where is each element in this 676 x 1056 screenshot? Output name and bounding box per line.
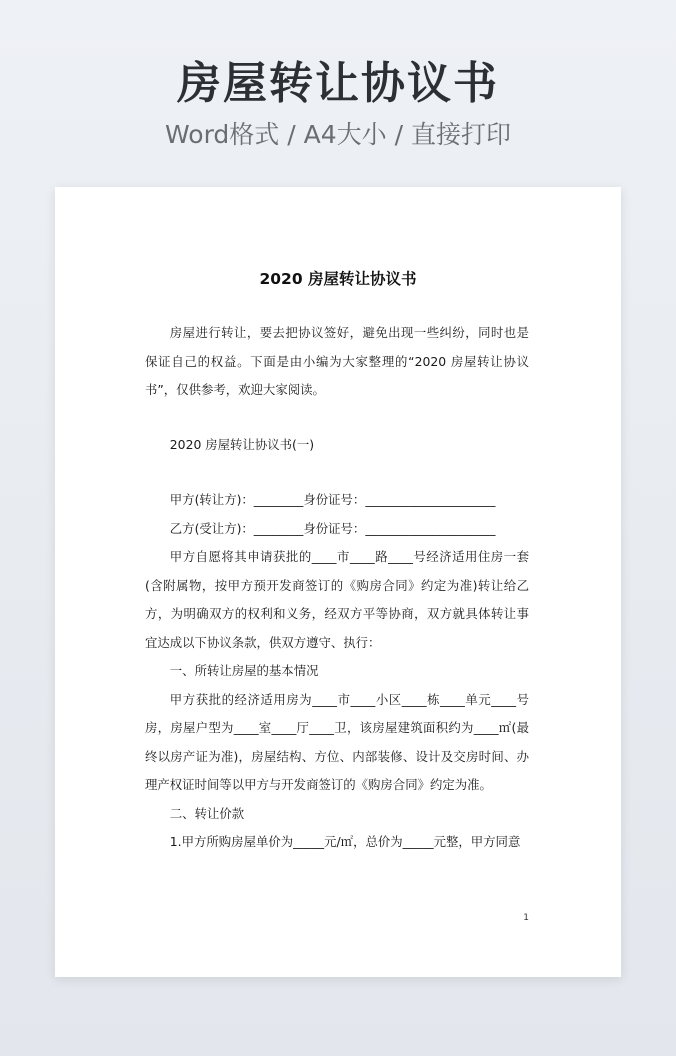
section-heading: 2020 房屋转让协议书(一) — [169, 436, 315, 452]
document-title: 2020 房屋转让协议书 — [259, 270, 417, 288]
banner-title: 房屋转让协议书 — [177, 58, 499, 109]
document-body — [145, 319, 529, 857]
page-number: 1 — [523, 913, 529, 923]
heading-transfer-price: 二、转让价款 — [169, 805, 245, 821]
banner-subtitle: Word格式 / A4大小 / 直接打印 — [165, 120, 511, 149]
heading-property-info: 一、所转让房屋的基本情况 — [169, 663, 319, 678]
document-page — [55, 187, 621, 977]
paragraph-transfer-price: 1.甲方所购房屋单价为_____元/㎡，总价为_____元整，甲方同意 — [169, 834, 521, 849]
party-a-line: 甲方(转让方)：________身份证号：_____________________ — [169, 492, 496, 507]
banner — [0, 0, 676, 186]
party-b-line: 乙方(受让方)：________身份证号：_____________________ — [169, 520, 496, 536]
paragraph-property-info: 甲方获批的经济适用房为____市____小区____栋____单元____号房，房屋户型为____室____厅____卫，该房屋建筑面积约为____㎡(最终以房产证为准)，房屋结构、方位、内部装修、设计及交房时间、办理产权证时间等以甲方与开发商签订的《购房合同》约定为准。 — [145, 691, 529, 792]
paragraph-transfer-intent: 甲方自愿将其申请获批的____市____路____号经济适用住房一套(含附属物，按甲方预开发商签订的《购房合同》约定为准)转让给乙方，为明确双方的权利和义务，经双方平等协商，双方就具体转让事宜达成以下协议条款，供双方遵守、执行： — [145, 549, 529, 650]
intro-paragraph: 房屋进行转让，要去把协议签好，避免出现一些纠纷，同时也是保证自己的权益。下面是由小编为大家整理的“2020 房屋转让协议书”，仅供参考，欢迎大家阅读。 — [145, 325, 529, 397]
